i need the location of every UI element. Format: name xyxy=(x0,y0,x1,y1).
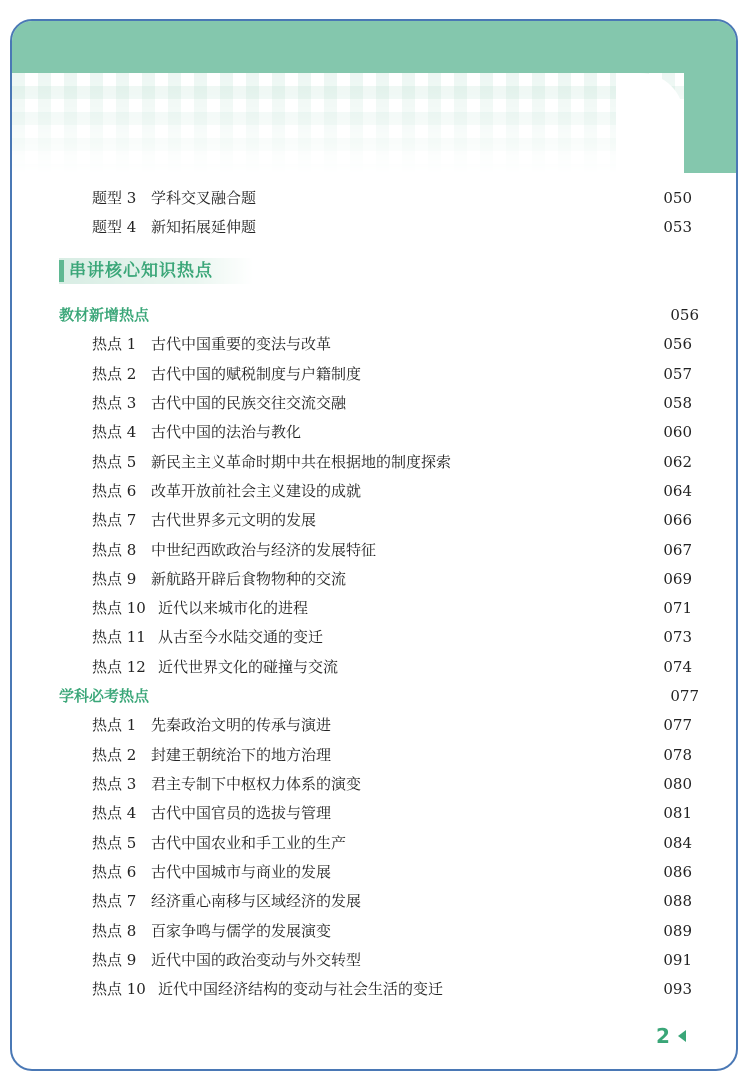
entry-title: 古代中国城市与商业的发展 xyxy=(151,863,332,881)
toc-entry[interactable] xyxy=(0,185,750,211)
entry-title: 百家争鸣与儒学的发展演变 xyxy=(151,922,332,940)
entry-page: 086 xyxy=(663,863,692,881)
entry-tag: 热点 5 xyxy=(92,834,137,852)
entry-tag: 热点 3 xyxy=(92,775,137,793)
entry-page: 064 xyxy=(663,482,692,500)
toc-entry[interactable] xyxy=(0,771,750,797)
toc-entry[interactable] xyxy=(0,331,750,357)
subsection-title: 学科必考热点 xyxy=(59,687,150,705)
entry-tag: 热点 12 xyxy=(92,658,146,676)
entry-page: 078 xyxy=(663,746,692,764)
entry-page: 056 xyxy=(663,335,692,353)
entry-tag: 热点 9 xyxy=(92,951,137,969)
section-heading xyxy=(59,258,253,284)
toc-entry[interactable] xyxy=(0,947,750,973)
entry-title: 古代中国的民族交往交流交融 xyxy=(151,394,347,412)
entry-tag: 热点 8 xyxy=(92,922,137,940)
entry-tag: 热点 7 xyxy=(92,511,137,529)
section-title: 串讲核心知识热点 xyxy=(69,261,213,281)
toc-entry[interactable] xyxy=(0,654,750,680)
entry-tag: 热点 10 xyxy=(92,980,146,998)
entry-page: 084 xyxy=(663,834,692,852)
entry-tag: 热点 2 xyxy=(92,365,137,383)
entry-title: 经济重心南移与区域经济的发展 xyxy=(151,892,362,910)
entry-title: 新民主主义革命时期中共在根据地的制度探索 xyxy=(151,453,452,471)
toc-entry[interactable] xyxy=(0,507,750,533)
entry-page: 050 xyxy=(663,189,692,207)
entry-title: 改革开放前社会主义建设的成就 xyxy=(151,482,362,500)
toc-entry[interactable] xyxy=(0,214,750,240)
entry-title: 古代中国的法治与教化 xyxy=(151,423,302,441)
toc-entry[interactable] xyxy=(0,918,750,944)
entry-tag: 热点 4 xyxy=(92,804,137,822)
subsection-page: 056 xyxy=(670,306,699,324)
toc-entry[interactable] xyxy=(0,624,750,650)
entry-page: 081 xyxy=(663,804,692,822)
entry-tag: 热点 6 xyxy=(92,863,137,881)
entry-title: 新知拓展延伸题 xyxy=(151,218,257,236)
entry-title: 古代中国的赋税制度与户籍制度 xyxy=(151,365,362,383)
entry-title: 近代中国经济结构的变动与社会生活的变迁 xyxy=(158,980,444,998)
entry-title: 古代中国重要的变法与改革 xyxy=(151,335,332,353)
entry-page: 088 xyxy=(663,892,692,910)
entry-title: 从古至今水陆交通的变迁 xyxy=(158,628,324,646)
entry-title: 学科交叉融合题 xyxy=(151,189,257,207)
entry-tag: 热点 10 xyxy=(92,599,146,617)
toc-entry[interactable] xyxy=(0,361,750,387)
subsection-title: 教材新增热点 xyxy=(59,306,150,324)
entry-page: 058 xyxy=(663,394,692,412)
entry-page: 093 xyxy=(663,980,692,998)
entry-title: 近代以来城市化的进程 xyxy=(158,599,309,617)
entry-page: 074 xyxy=(663,658,692,676)
entry-page: 057 xyxy=(663,365,692,383)
toc-entry[interactable] xyxy=(0,595,750,621)
toc-entry[interactable] xyxy=(0,742,750,768)
entry-title: 近代世界文化的碰撞与交流 xyxy=(158,658,339,676)
entry-tag: 热点 2 xyxy=(92,746,137,764)
toc-entry[interactable] xyxy=(0,888,750,914)
entry-tag: 热点 11 xyxy=(92,628,146,646)
entry-tag: 热点 8 xyxy=(92,541,137,559)
entry-page: 062 xyxy=(663,453,692,471)
entry-tag: 热点 7 xyxy=(92,892,137,910)
entry-tag: 热点 4 xyxy=(92,423,137,441)
entry-tag: 热点 1 xyxy=(92,335,137,353)
entry-page: 071 xyxy=(663,599,692,617)
toc-entry[interactable] xyxy=(0,390,750,416)
toc-entry[interactable] xyxy=(0,800,750,826)
toc-entry[interactable] xyxy=(0,712,750,738)
toc-entry[interactable] xyxy=(0,419,750,445)
entry-title: 近代中国的政治变动与外交转型 xyxy=(151,951,362,969)
entry-page: 066 xyxy=(663,511,692,529)
entry-title: 中世纪西欧政治与经济的发展特征 xyxy=(151,541,377,559)
entry-page: 077 xyxy=(663,716,692,734)
entry-page: 080 xyxy=(663,775,692,793)
toc-entry[interactable] xyxy=(0,976,750,1002)
entry-title: 新航路开辟后食物物种的交流 xyxy=(151,570,347,588)
toc-entry[interactable] xyxy=(0,537,750,563)
entry-tag: 热点 5 xyxy=(92,453,137,471)
entry-page: 053 xyxy=(663,218,692,236)
entry-title: 先秦政治文明的传承与演进 xyxy=(151,716,332,734)
entry-title: 封建王朝统治下的地方治理 xyxy=(151,746,332,764)
subsection-heading[interactable] xyxy=(59,302,699,328)
toc-entry[interactable] xyxy=(0,449,750,475)
entry-title: 古代中国官员的选拔与管理 xyxy=(151,804,332,822)
entry-tag: 热点 1 xyxy=(92,716,137,734)
entry-tag: 热点 9 xyxy=(92,570,137,588)
toc-entry[interactable] xyxy=(0,566,750,592)
page-number: 2 xyxy=(656,1024,670,1048)
entry-page: 067 xyxy=(663,541,692,559)
subsection-page: 077 xyxy=(670,687,699,705)
entry-page: 069 xyxy=(663,570,692,588)
toc-entry[interactable] xyxy=(0,478,750,504)
triangle-left-icon xyxy=(678,1030,686,1042)
toc-entry[interactable] xyxy=(0,859,750,885)
entry-page: 073 xyxy=(663,628,692,646)
entry-title: 君主专制下中枢权力体系的演变 xyxy=(151,775,362,793)
entry-tag: 热点 6 xyxy=(92,482,137,500)
entry-page: 089 xyxy=(663,922,692,940)
entry-title: 古代世界多元文明的发展 xyxy=(151,511,317,529)
entry-page: 091 xyxy=(663,951,692,969)
entry-tag: 热点 3 xyxy=(92,394,137,412)
subsection-heading[interactable] xyxy=(59,683,699,709)
entry-tag: 题型 3 xyxy=(92,189,137,207)
entry-title: 古代中国农业和手工业的生产 xyxy=(151,834,347,852)
entry-tag: 题型 4 xyxy=(92,218,137,236)
section-accent-bar xyxy=(59,260,64,282)
entry-page: 060 xyxy=(663,423,692,441)
toc-entry[interactable] xyxy=(0,830,750,856)
